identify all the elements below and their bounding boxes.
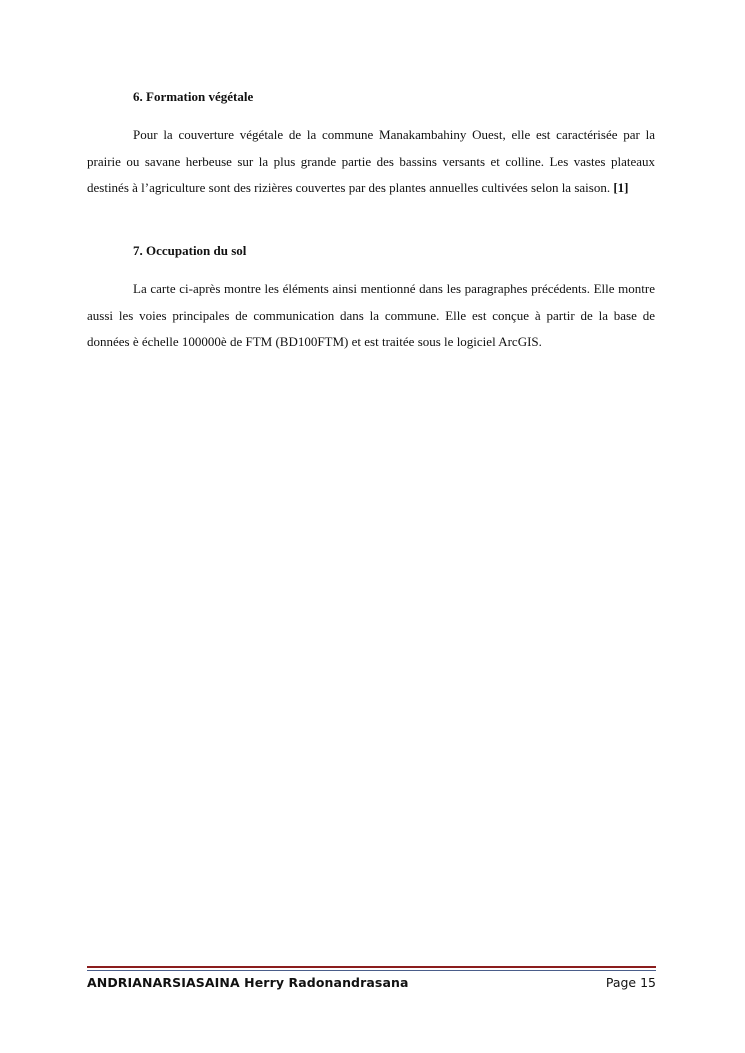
section-heading-occupation-du-sol: 7. Occupation du sol bbox=[133, 243, 247, 258]
footer-author: ANDRIANARSIASAINA Herry Radonandrasana bbox=[87, 975, 409, 990]
paragraph-occupation-du-sol: La carte ci-après montre les éléments ainsi mentionné dans les paragraphes précédents. Elle montre aussi les voies principales de communication dans la commune. Elle est conçue à partir de la base de données è échelle 100000è de FTM (BD100FTM) et est traitée sous le logiciel ArcGIS. bbox=[87, 281, 655, 349]
paragraph-formation-vegetale bbox=[87, 122, 655, 202]
footer-rule-top bbox=[87, 966, 656, 968]
citation-reference: [1] bbox=[613, 180, 629, 195]
footer-page-number: Page 15 bbox=[605, 975, 656, 990]
footer-rule-bottom bbox=[87, 970, 656, 971]
section-heading-formation-vegetale: 6. Formation végétale bbox=[133, 89, 254, 104]
paragraph-text: Pour la couverture végétale de la commune Manakambahiny Ouest, elle est caractérisée par la prairie ou savane herbeuse sur la plus grande partie des bassins versants et colline. Les vastes plateaux destinés à l’agriculture sont des rizières couvertes par des plantes annuelles cultivées selon la saison. bbox=[87, 127, 655, 195]
